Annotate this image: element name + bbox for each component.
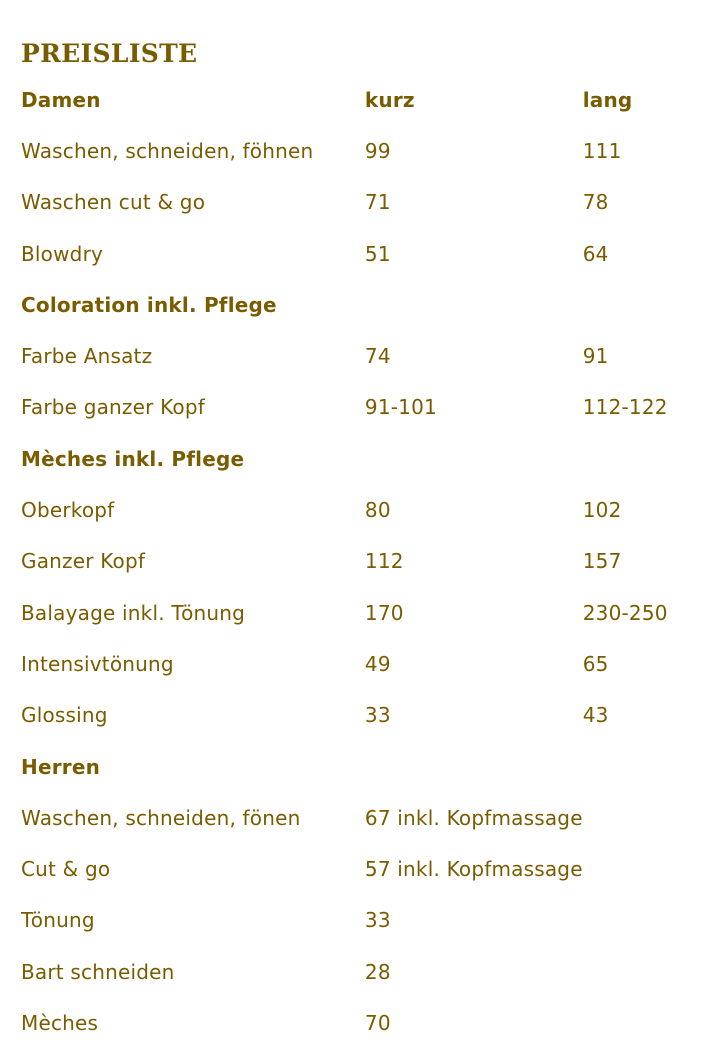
price-row — [21, 895, 711, 946]
service-name: Oberkopf — [21, 498, 115, 523]
price-row — [21, 843, 711, 894]
section-title: Herren — [21, 754, 101, 779]
price-lang: 102 — [582, 498, 622, 523]
price-kurz: 51 — [364, 241, 391, 266]
price-lang: 91 — [582, 344, 609, 369]
column-header-kurz: kurz — [364, 87, 415, 112]
price-kurz: 57 inkl. Kopfmassage — [364, 857, 583, 882]
service-name: Blowdry — [21, 241, 104, 266]
service-name: Balayage inkl. Tönung — [21, 600, 246, 625]
section-title: Coloration inkl. Pflege — [21, 292, 277, 317]
column-header-kurz — [365, 279, 583, 330]
section-header-row — [21, 74, 711, 125]
service-name: Tönung — [21, 908, 95, 933]
price-table-body — [21, 74, 711, 1049]
column-header-lang — [583, 433, 711, 484]
price-kurz: 112 — [364, 549, 404, 574]
service-name: Intensivtönung — [21, 651, 174, 676]
price-row — [21, 330, 711, 381]
price-kurz: 67 inkl. Kopfmassage — [364, 805, 583, 830]
price-lang: 157 — [582, 549, 622, 574]
service-name: Mèches — [21, 1010, 99, 1035]
column-header-lang — [583, 279, 711, 330]
service-name: Waschen, schneiden, fönen — [21, 805, 301, 830]
price-row — [21, 946, 711, 997]
price-lang: 78 — [582, 190, 609, 215]
service-name: Bart schneiden — [21, 959, 175, 984]
price-row — [21, 997, 711, 1048]
column-header-kurz — [365, 741, 583, 792]
price-row — [21, 792, 711, 843]
price-kurz: 70 — [364, 1010, 391, 1035]
price-kurz: 80 — [364, 498, 391, 523]
section-header-row — [21, 433, 711, 484]
price-kurz: 71 — [364, 190, 391, 215]
price-lang: 43 — [582, 703, 609, 728]
price-lang: 230-250 — [582, 600, 668, 625]
price-row — [21, 587, 711, 638]
price-row — [21, 690, 711, 741]
price-lang: 111 — [582, 138, 622, 163]
service-name: Waschen, schneiden, föhnen — [21, 138, 314, 163]
price-row — [21, 382, 711, 433]
price-kurz: 170 — [364, 600, 404, 625]
service-name: Farbe ganzer Kopf — [21, 395, 206, 420]
price-kurz: 49 — [364, 651, 391, 676]
column-header-kurz — [365, 433, 583, 484]
price-kurz: 33 — [364, 703, 391, 728]
price-table — [21, 74, 711, 1049]
service-name: Cut & go — [21, 857, 111, 882]
section-title: Damen — [21, 87, 101, 112]
price-lang: 112-122 — [582, 395, 668, 420]
page-title: PREISLISTE — [21, 39, 198, 68]
price-row — [21, 228, 711, 279]
service-name: Waschen cut & go — [21, 190, 206, 215]
column-header-lang: lang — [582, 87, 633, 112]
section-header-row — [21, 279, 711, 330]
section-title: Mèches inkl. Pflege — [21, 446, 245, 471]
price-kurz: 33 — [364, 908, 391, 933]
service-name: Ganzer Kopf — [21, 549, 146, 574]
price-lang — [583, 946, 711, 997]
price-lang: 64 — [582, 241, 609, 266]
price-kurz: 28 — [364, 959, 391, 984]
price-lang: 65 — [582, 651, 609, 676]
price-lang — [583, 792, 711, 843]
price-lang — [583, 997, 711, 1048]
price-row — [21, 177, 711, 228]
price-row — [21, 484, 711, 535]
price-row — [21, 536, 711, 587]
service-name: Farbe Ansatz — [21, 344, 153, 369]
price-row — [21, 638, 711, 689]
price-kurz: 99 — [364, 138, 391, 163]
price-lang — [583, 843, 711, 894]
price-row — [21, 125, 711, 176]
price-kurz: 91-101 — [364, 395, 437, 420]
price-kurz: 74 — [364, 344, 391, 369]
column-header-lang — [583, 741, 711, 792]
price-list — [21, 36, 711, 1049]
price-lang — [583, 895, 711, 946]
section-header-row — [21, 741, 711, 792]
service-name: Glossing — [21, 703, 108, 728]
